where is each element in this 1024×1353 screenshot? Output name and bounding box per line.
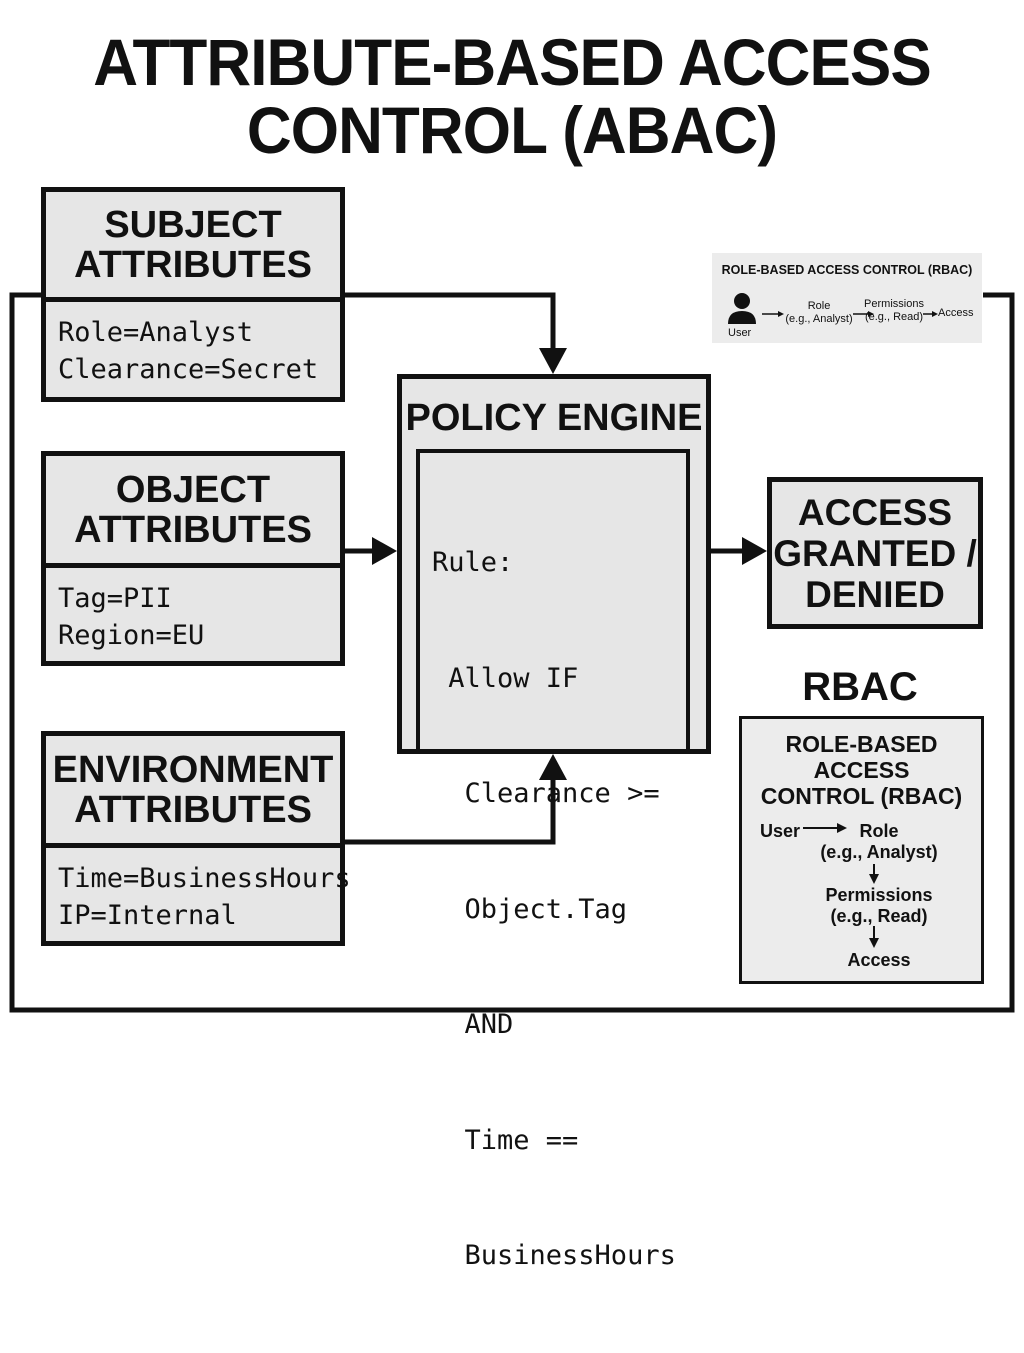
attribute-line: Role=Analyst <box>58 317 254 348</box>
rule-line: Object.Tag <box>432 893 628 925</box>
attribute-line: IP=Internal <box>58 900 237 931</box>
title-line-2: CONTROL (ABAC) <box>246 93 778 167</box>
rbac-mini-panel <box>712 253 982 343</box>
result-line: DENIED <box>805 573 945 615</box>
rbac-flow-role: Role (e.g., Analyst) <box>820 821 938 862</box>
environment-attributes-box <box>41 731 351 946</box>
rbac-mini-title: ROLE-BASED ACCESS CONTROL (RBAC) <box>721 263 973 277</box>
rbac-flow-box <box>739 716 984 984</box>
rbac-mini-role: Role (e.g., Analyst) <box>785 300 853 325</box>
object-attributes-box <box>41 451 345 666</box>
rule-line: BusinessHours <box>432 1240 676 1271</box>
attribute-line: Tag=PII <box>58 583 172 614</box>
result-line: ACCESS <box>797 491 953 533</box>
environment-attributes-heading: ENVIRONMENT ATTRIBUTES <box>46 736 340 848</box>
policy-rule-panel <box>416 449 690 1271</box>
rbac-mini-graphics <box>712 253 982 343</box>
policy-engine-box <box>397 374 711 1271</box>
rbac-mini-access: Access <box>938 307 974 319</box>
rule-line: Rule: <box>432 547 514 578</box>
result-line: GRANTED / <box>773 532 977 574</box>
flow-arrowhead <box>869 874 879 884</box>
rbac-heading: RBAC <box>802 665 918 709</box>
access-result-box <box>767 477 983 629</box>
object-attributes-heading: OBJECT ATTRIBUTES <box>46 456 340 568</box>
rbac-flow-permissions: Permissions (e.g., Read) <box>825 885 933 926</box>
rule-line: Time == <box>432 1124 579 1156</box>
attribute-line: Region=EU <box>58 620 205 651</box>
rbac-mini-permissions: Permissions (e.g., Read) <box>864 298 924 323</box>
rbac-box-title: ROLE-BASED ACCESS CONTROL (RBAC) <box>760 731 963 809</box>
attribute-line: Clearance=Secret <box>58 354 319 385</box>
rbac-flow-user: User <box>760 821 801 841</box>
rule-line: Allow IF <box>432 662 579 694</box>
subject-attributes-box <box>41 187 345 402</box>
policy-engine-title: POLICY ENGINE <box>405 397 703 439</box>
object-to-policy-arrowhead <box>372 537 397 565</box>
subject-attributes-heading: SUBJECT ATTRIBUTES <box>46 192 340 302</box>
object-attributes-list <box>46 568 340 654</box>
environment-attributes-list <box>46 848 351 934</box>
attribute-line: Time=BusinessHours <box>58 863 351 894</box>
policy-to-result-arrowhead <box>742 537 767 565</box>
user-icon <box>728 293 756 324</box>
subject-attributes-list <box>46 302 340 388</box>
rbac-flow-access: Access <box>847 950 911 970</box>
flow-arrowhead <box>869 938 879 948</box>
rbac-mini-user: User <box>728 327 752 339</box>
subject-to-policy-arrowhead <box>539 348 567 374</box>
subject-to-policy-connector <box>345 295 553 352</box>
title-line-1: ATTRIBUTE-BASED ACCESS <box>93 25 931 99</box>
rule-line: AND <box>432 1009 514 1040</box>
rule-line: Clearance >= <box>432 778 660 809</box>
